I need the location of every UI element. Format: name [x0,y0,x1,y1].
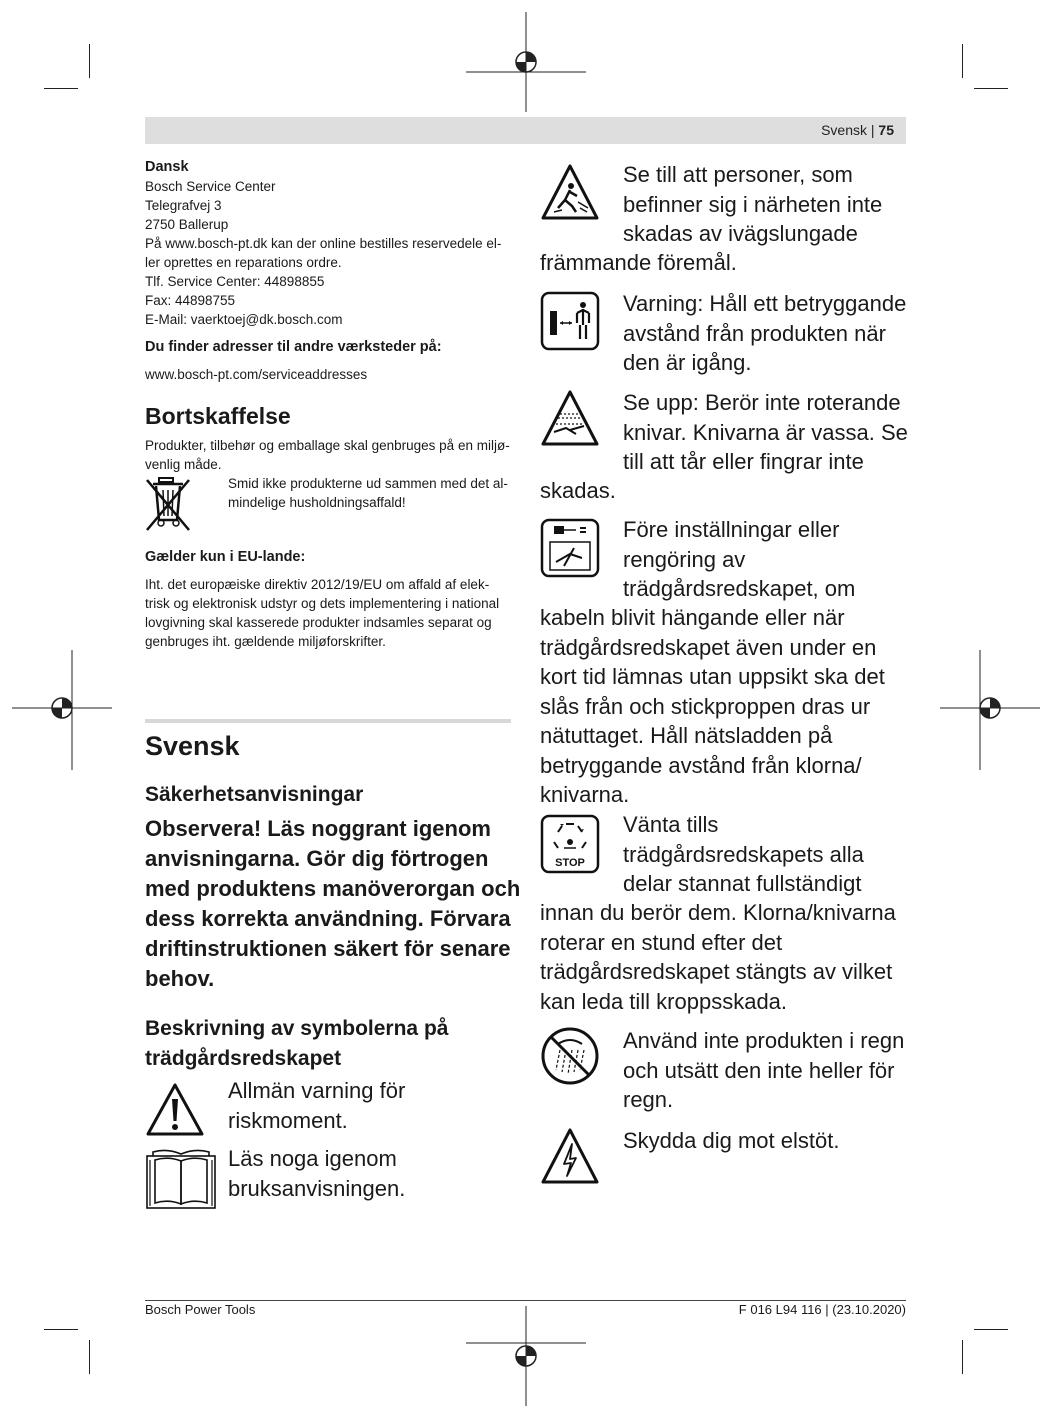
unplug-cont-line: trädgårdsredskapet även under en [540,634,877,660]
blades-cont [540,476,616,506]
service-line: Telegrafvej 3 [145,198,222,213]
electric-shock-icon [540,1126,600,1186]
page-number: 75 [878,122,894,138]
stop-line: Vänta tills [623,812,719,837]
stop-line: trädgårdsredskapets alla [623,841,864,867]
symbols-heading-line: Beskrivning av symbolerna på [145,1017,449,1040]
rotating-blades-icon [540,388,600,448]
sym-manual-line: bruksanvisningen. [228,1175,406,1201]
blades-line: Se upp: Berör inte roterande [623,390,901,415]
service-line: På www.bosch-pt.dk kan der online bestilles reservedele el- [145,236,502,251]
rain-line: regn. [623,1087,674,1112]
symbol-electric-shock [540,1126,906,1192]
stop-cont-line: innan du berör dem. Klorna/knivarna [540,900,896,925]
unplug-cont [540,603,885,810]
stop-cont-line: kan leda till kroppsskada. [540,988,788,1014]
unplug-cont-line: slås från och stickproppen dras ur [540,693,871,719]
service-line: Fax: 44898755 [145,293,236,308]
rain-text [623,1026,904,1115]
bin-text [228,474,508,512]
svensk-heading: Svensk [145,731,240,761]
svensk-section [145,730,521,1212]
blades-cont-line: skadas. [540,478,616,503]
blades-line: knivar. Knivarna är vassa. Se [623,419,908,445]
bin-line: Smid ikke produkterne ud sammen med det al- [228,476,508,491]
eu-line: lovgivning skal kasserede produkter indsamles separat og [145,615,492,630]
stop-rotation-icon [540,814,600,874]
safe-distance-icon [540,291,600,351]
crop-mark [962,1340,963,1374]
warning-line: med produktens manöverorgan och [145,876,521,901]
sym-warning-line: riskmoment. [228,1107,348,1133]
unplug-text [623,515,855,604]
unplug-icon [540,518,600,578]
symbol-safe-distance [540,289,906,388]
symbol-unplug [540,516,906,810]
stop-cont-line: roterar en stund efter det [540,929,783,955]
header-separator: | [870,122,875,138]
stop-label: STOP [555,857,585,869]
symbol-general-warning [145,1076,511,1142]
unplug-line: trädgårdsredskapet, om [623,576,856,601]
thrown-objects-icon [540,162,600,222]
crop-mark [962,44,963,78]
shock-line: Skydda dig mot elstöt. [623,1128,840,1153]
crop-mark [974,88,1008,89]
addresses-heading: Du finder adresser til andre værksteder på: [145,339,442,355]
sym-warning-line: Allmän varning för [228,1078,406,1103]
crop-mark [974,1329,1008,1330]
blades-line: till att tår eller fingrar inte [623,449,864,474]
service-line: Bosch Service Center [145,179,276,194]
crop-mark [44,1329,78,1330]
service-line: Tlf. Service Center: 44898855 [145,274,325,289]
no-rain-icon [540,1026,600,1086]
service-address [145,177,511,329]
warning-line: dess korrekta användning. Förvara [145,906,511,931]
thrown-text [623,160,882,249]
unplug-cont-line: betryggande avstånd från klorna/ [540,752,862,778]
registration-mark [466,12,586,112]
warning-line: driftinstruktionen säkert för senare [145,936,511,961]
service-line: E-Mail: vaerktoej@dk.bosch.com [145,312,343,327]
thrown-cont [540,248,737,278]
unplug-line: Före inställningar eller [623,517,840,542]
left-column [145,158,511,651]
blades-text [623,388,908,477]
thrown-cont-line: främmande föremål. [540,250,737,275]
distance-line: den är igång. [623,350,752,375]
disposal-heading: Bortskaffelse [145,403,291,429]
eu-heading: Gælder kun i EU-lande: [145,549,306,565]
symbol-read-manual [145,1146,511,1212]
disposal-text [145,436,511,474]
right-column [540,160,906,1192]
symbols-heading [145,1014,511,1074]
warning-line: anvisningarna. Gör dig förtrogen [145,846,489,871]
section-divider [145,719,511,723]
symbol-thrown-objects [540,160,906,278]
service-line: 2750 Ballerup [145,217,229,232]
bin-notice [145,476,511,542]
registration-mark [12,650,112,770]
crop-mark [89,1340,90,1374]
safety-warning [145,814,521,994]
crossed-bin-icon [145,476,193,534]
thrown-line: befinner sig i närheten inte [623,191,883,217]
distance-line: avstånd från produkten när [623,320,886,346]
unplug-cont-line: kort tid lämnas utan uppsikt ska det [540,664,885,689]
crop-mark [44,88,78,89]
symbol-stop-rotation [540,810,906,1026]
stop-text [623,810,864,899]
footer-doc-id: F 016 L94 116 | (23.10.2020) [738,1302,906,1317]
unplug-cont-line: kabeln blivit hängande eller när [540,605,845,630]
warning-line: Observera! Läs noggrant igenom [145,816,491,841]
addresses-url: www.bosch-pt.com/serviceaddresses [145,367,368,382]
header-section: Svensk [821,122,867,138]
sym-manual-text [228,1144,405,1203]
page-header [145,117,906,144]
rain-line: och utsätt den inte heller för [623,1057,895,1083]
header-text [821,122,894,138]
stop-cont [540,898,896,1016]
eu-text [145,575,511,651]
symbol-rotating-blades [540,388,906,506]
disposal-line: venlig måde. [145,457,222,472]
distance-text [623,289,906,378]
sym-manual-line: Läs noga igenom [228,1146,397,1171]
symbol-no-rain [540,1026,906,1126]
dansk-heading: Dansk [145,159,189,175]
distance-line: Varning: Håll ett betryggande [623,291,907,316]
safety-heading: Säkerhetsanvisningar [145,783,364,806]
service-line: ler oprettes en reparations ordre. [145,255,342,270]
unplug-line: rengöring av [623,546,746,572]
footer-rule [145,1300,906,1301]
bin-line: mindelige husholdningsaffald! [228,495,406,510]
shock-text [623,1126,839,1156]
disposal-line: Produkter, tilbehør og emballage skal genbruges på en miljø- [145,438,510,453]
rain-line: Använd inte produkten i regn [623,1028,905,1053]
eu-line: trisk og elektronisk udstyr og dets implementering i national [145,596,500,611]
stop-cont-line: trädgårdsredskapet stängts av vilket [540,959,893,984]
sym-warning-text [228,1076,405,1135]
warning-line: behov. [145,966,215,991]
unplug-cont-line: knivarna. [540,782,630,807]
thrown-line: Se till att personer, som [623,162,853,187]
unplug-cont-line: nätuttaget. Håll nätsladden på [540,723,833,748]
registration-mark [466,1306,586,1406]
eu-line: Iht. det europæiske direktiv 2012/19/EU om affald af elek- [145,577,490,592]
stop-line: delar stannat fullständigt [623,871,862,896]
eu-line: genbruges iht. gældende miljøforskrifter. [145,634,386,649]
crop-mark [89,44,90,78]
footer-brand: Bosch Power Tools [145,1302,256,1317]
warning-triangle-icon [145,1082,205,1138]
thrown-line: skadas av ivägslungade [623,221,858,246]
read-manual-icon [145,1148,217,1210]
registration-mark [940,650,1040,770]
symbols-heading-line: trädgårdsredskapet [145,1047,342,1070]
